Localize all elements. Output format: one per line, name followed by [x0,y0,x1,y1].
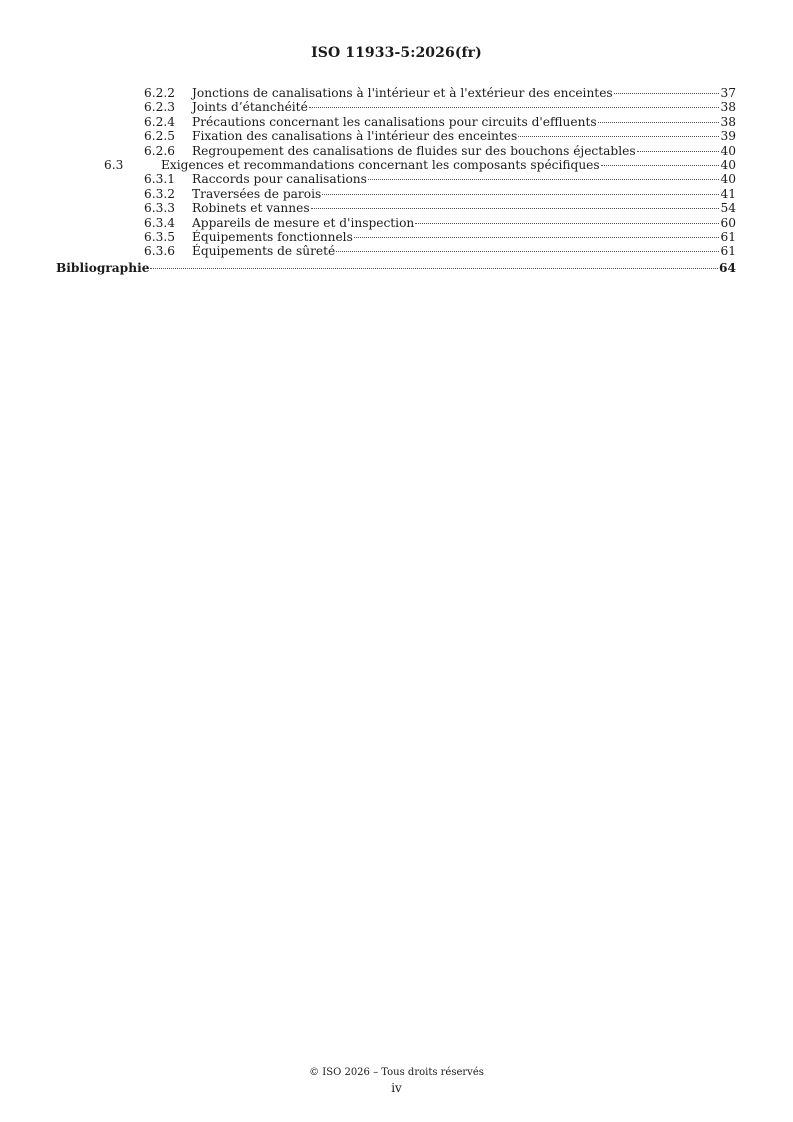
toc-entry-6-3-3[interactable] [56,201,736,215]
toc-entry-number: 6.3.3 [144,201,176,216]
toc-entry-number: 6.2.5 [144,129,176,144]
toc-entry-number: 6.3.2 [144,186,176,201]
toc-entry-title: Équipements de sûreté [192,244,336,259]
toc-entry-6-2-6[interactable] [56,144,736,158]
toc-entry-6-3-1[interactable] [56,172,736,186]
toc-entry-title: Regroupement des canalisations de fluides sur des bouchons éjectables [192,143,636,158]
toc-entry-page: 41 [720,186,736,201]
toc-entry-number: 6.2.4 [144,114,176,129]
toc-entry-number: 6.2.3 [144,100,176,115]
toc-dot-leader [598,122,720,123]
toc-entry-title: Équipements fonctionnels [192,229,353,244]
toc-dot-leader [311,208,720,209]
toc-entry-page: 40 [720,143,736,158]
toc-entry-title: Traversées de parois [192,186,322,201]
toc-entry-6-2-3[interactable] [56,100,736,114]
toc-dot-leader [415,223,719,224]
toc-entry-title: Exigences et recommandations concernant les composants spécifiques [161,157,600,172]
toc-dot-leader [150,268,718,269]
toc-entry-number: 6.3.4 [144,215,176,230]
toc-entry-number: 6.3.1 [144,172,176,187]
toc-entry-page: 39 [720,129,736,144]
toc-entry-number: 6.2.6 [144,143,176,158]
toc-dot-leader [601,165,720,166]
toc-dot-leader [637,151,720,152]
toc-entry-number: 6.2.2 [144,86,176,100]
toc-dot-leader [322,194,719,195]
toc-entry-page: 60 [720,215,736,230]
toc-dot-leader [309,107,720,108]
toc-entry-6-3[interactable] [56,158,736,172]
table-of-contents [56,86,736,275]
toc-entry-6-2-5[interactable] [56,129,736,143]
toc-dot-leader [354,237,720,238]
toc-entry-6-3-5[interactable] [56,230,736,244]
toc-dot-leader [614,93,720,94]
toc-entry-title: Bibliographie [56,260,150,275]
toc-entry-bibliographie[interactable] [56,261,736,275]
toc-entry-title: Fixation des canalisations à l'intérieur des enceintes [192,129,518,144]
toc-dot-leader [336,251,719,252]
toc-entry-title: Jonctions de canalisations à l'intérieur et à l'extérieur des enceintes [192,86,613,100]
toc-entry-page: 61 [720,244,736,259]
toc-entry-number: 6.3 [104,157,124,172]
page-number: iv [391,1081,402,1095]
toc-entry-page: 38 [720,114,736,129]
toc-entry-6-2-4[interactable] [56,115,736,129]
toc-entry-title: Joints d’étanchéité [192,100,308,115]
toc-entry-title: Robinets et vannes [192,201,310,216]
toc-entry-page: 40 [720,172,736,187]
toc-entry-page: 40 [720,157,736,172]
toc-entry-number: 6.3.6 [144,244,176,259]
toc-entry-6-2-2[interactable] [56,86,736,100]
toc-entry-title: Appareils de mesure et d'inspection [192,215,415,230]
toc-entry-6-3-2[interactable] [56,187,736,201]
toc-entry-6-3-6[interactable] [56,244,736,258]
toc-entry-page: 37 [720,86,736,100]
copyright-notice: © ISO 2026 – Tous droits réservés [309,1067,484,1078]
toc-entry-title: Raccords pour canalisations [192,172,367,187]
toc-entry-page: 54 [720,201,736,216]
toc-entry-page: 38 [720,100,736,115]
toc-entry-title: Précautions concernant les canalisations pour circuits d'effluents [192,114,597,129]
document-footer [0,1066,793,1097]
toc-entry-page: 64 [719,260,736,275]
toc-entry-page: 61 [720,229,736,244]
toc-dot-leader [368,179,720,180]
toc-entry-number: 6.3.5 [144,229,176,244]
toc-entry-6-3-4[interactable] [56,216,736,230]
document-header: ISO 11933-5:2026(fr) [311,45,482,61]
toc-dot-leader [518,136,719,137]
